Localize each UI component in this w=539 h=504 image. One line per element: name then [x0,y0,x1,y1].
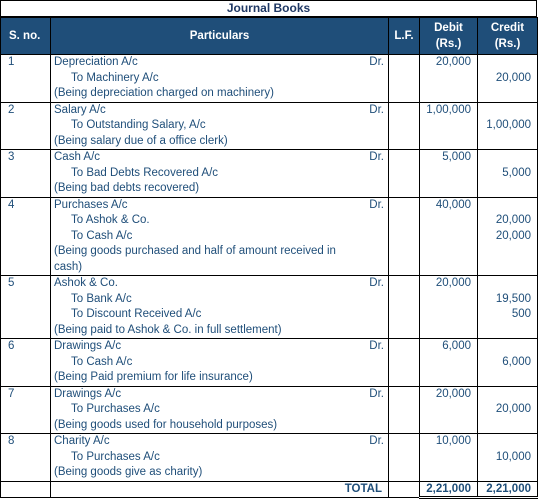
entry-particulars [51,276,389,339]
dr-marker: Dr. [369,56,384,68]
credit-spacer [478,339,531,355]
entry-sno: 3 [1,150,51,198]
header-lf: L.F. [389,18,420,55]
credit-account: To Discount Received A/c [71,308,202,320]
narration: (Being Paid premium for life insurance) [54,371,253,383]
entry-particulars [51,386,389,434]
entry-particulars [51,197,389,276]
total-lf-cell [389,481,420,497]
narration: (Being goods used for household purposes) [54,418,278,431]
header-row [1,18,538,55]
entry-lf [389,197,420,276]
entry-credit: 20,000 [495,229,531,242]
credit-account: To Bank A/c [71,292,132,305]
header-debit-unit: (Rs.) [435,38,462,50]
entry-credit: 1,00,000 [486,119,531,131]
debit-account-line [51,150,388,166]
debit-account: Drawings A/c [54,387,122,400]
debit-account-line [51,198,388,214]
credit-account: To Cash A/c [71,355,133,368]
credit-spacer [478,198,531,214]
narration: cash) [54,260,83,273]
narration: (Being salary due of a office clerk) [54,134,228,147]
entry-sno: 4 [1,197,51,276]
debit-account: Drawings A/c [54,340,122,352]
entry-lf [389,386,420,434]
debit-account-line [51,103,388,119]
credit-account: To Ashok & Co. [71,214,150,226]
credit-spacer [478,434,531,450]
entry-credit: 10,000 [495,450,531,463]
entry-credit: 19,500 [495,292,531,305]
dr-marker: Dr. [369,277,384,289]
entry-sno: 2 [1,102,51,150]
entry-credit-cell [478,150,538,198]
debit-account-line [51,434,388,450]
header-sno: S. no. [1,18,51,55]
debit-account-line [51,339,388,355]
journal-entry-row [1,150,538,198]
entry-debit: 20,000 [435,387,471,400]
credit-spacer [478,276,531,292]
entry-sno: 8 [1,434,51,482]
entry-debit-cell [420,434,478,482]
debit-account: Ashok & Co. [54,277,118,289]
entry-debit: 40,000 [435,198,471,211]
credit-account: To Cash A/c [71,229,133,242]
dr-marker: Dr. [369,340,384,352]
entry-particulars [51,339,389,387]
entry-particulars [51,150,389,198]
entry-particulars [51,102,389,150]
narration: (Being goods give as charity) [54,466,203,478]
debit-account: Salary A/c [54,103,106,116]
journal-table [0,17,538,499]
credit-spacer [478,55,531,71]
total-credit: 2,21,000 [478,481,538,497]
journal-entry-row [1,197,538,276]
entry-lf [389,276,420,339]
dr-marker: Dr. [369,103,384,116]
debit-account: Depreciation A/c [54,56,138,68]
entry-credit: 20,000 [495,403,531,415]
entry-debit-cell [420,197,478,276]
entry-credit: 20,000 [495,71,531,84]
credit-spacer [478,150,531,166]
total-label: TOTAL [51,481,389,497]
entry-lf [389,55,420,103]
entry-debit: 10,000 [435,435,471,447]
entry-debit-cell [420,276,478,339]
entry-debit: 1,00,000 [426,103,471,116]
entry-credit-cell [478,386,538,434]
debit-account: Purchases A/c [54,198,128,211]
journal-entry-row [1,339,538,387]
entry-debit-cell [420,386,478,434]
credit-spacer [478,387,531,403]
entry-debit-cell [420,102,478,150]
narration: (Being bad debts recovered) [54,182,200,194]
entry-credit: 6,000 [502,355,531,368]
header-credit-unit: (Rs.) [494,38,521,50]
entry-sno: 1 [1,55,51,103]
debit-account-line [51,55,388,71]
entry-debit: 6,000 [442,340,471,352]
debit-account-line [51,387,388,403]
dr-marker: Dr. [369,435,384,447]
header-debit-label: Debit [434,22,463,34]
entry-lf [389,339,420,387]
credit-account: To Outstanding Salary, A/c [71,119,206,131]
narration: (Being paid to Ashok & Co. in full settlement) [54,323,282,336]
header-particulars: Particulars [51,18,389,55]
entry-credit-cell [478,276,538,339]
credit-spacer [478,103,531,119]
credit-account: To Bad Debts Recovered A/c [71,166,219,179]
debit-account-line [51,276,388,292]
entry-credit-cell [478,102,538,150]
journal-entry-row [1,55,538,103]
entry-lf [389,434,420,482]
journal-entry-row [1,102,538,150]
dr-marker: Dr. [369,387,384,400]
journal-entry-row [1,434,538,482]
entry-debit: 5,000 [442,151,471,163]
entry-debit: 20,000 [435,277,471,289]
header-credit-label: Credit [490,22,525,34]
total-row [1,481,538,497]
entry-credit: 5,000 [502,166,531,179]
header-debit [420,18,478,55]
entry-debit-cell [420,150,478,198]
narration: (Being depreciation charged on machinery) [54,87,274,99]
entry-credit-cell [478,55,538,103]
entry-debit-cell [420,339,478,387]
dr-marker: Dr. [369,151,384,163]
entry-credit-cell [478,339,538,387]
dr-marker: Dr. [369,198,384,211]
entry-lf [389,150,420,198]
entry-debit: 20,000 [435,56,471,68]
entry-credit: 500 [511,308,531,320]
entry-debit-cell [420,55,478,103]
total-sno-cell [1,481,51,497]
journal-title: Journal Books [0,0,537,17]
journal-entry-row [1,276,538,339]
debit-account: Charity A/c [54,435,110,447]
credit-account: To Purchases A/c [71,450,160,463]
total-debit: 2,21,000 [420,481,478,497]
entry-sno: 6 [1,339,51,387]
entries-body [1,55,538,482]
entry-credit-cell [478,434,538,482]
entry-particulars [51,55,389,103]
entry-sno: 7 [1,386,51,434]
narration: (Being goods purchased and half of amount received in [54,245,336,257]
header-credit [478,18,538,55]
entry-lf [389,102,420,150]
entry-credit-cell [478,197,538,276]
debit-account: Cash A/c [54,151,101,163]
credit-account: To Purchases A/c [71,403,160,415]
entry-sno: 5 [1,276,51,339]
journal-entry-row [1,386,538,434]
entry-particulars [51,434,389,482]
entry-credit: 20,000 [495,214,531,226]
credit-account: To Machinery A/c [71,71,159,84]
